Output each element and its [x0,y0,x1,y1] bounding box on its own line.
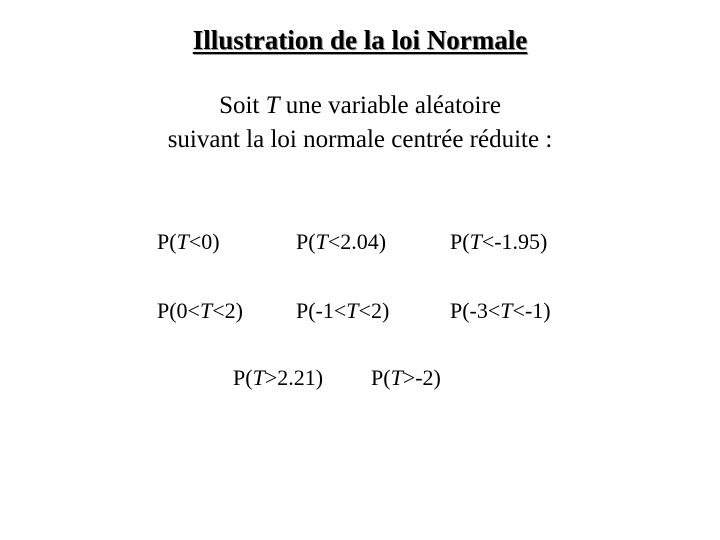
probability-expression [157,296,243,326]
variable-t: T [265,92,280,119]
expr-var: T [500,298,513,323]
expr-rest: <2) [358,298,390,323]
expr-rest: <2.04) [327,229,387,254]
expr-var: T [390,365,403,390]
intro-text [0,89,720,157]
intro-line-1-start: Soit [219,92,266,119]
expr-open: P( [296,229,316,254]
intro-line-1 [0,89,720,123]
probability-expression [296,296,389,326]
expr-rest: <-1.95) [481,229,548,254]
expr-rest: <2) [212,298,243,323]
expr-rest: >2.21) [264,365,324,390]
expr-rest: <0) [188,229,220,254]
expr-var: T [346,298,359,323]
probability-expression [157,227,220,257]
expr-open: P( [371,365,391,390]
expr-var: T [252,365,265,390]
expr-open: P(-3< [450,298,501,323]
expr-rest: >-2) [402,365,441,390]
slide-title: Illustration de la loi Normale [192,25,528,55]
expr-var: T [469,229,482,254]
intro-line-2: suivant la loi normale centrée réduite : [167,126,553,153]
expr-var: T [176,229,189,254]
probability-expression [371,363,441,393]
probability-expression [450,227,547,257]
expr-open: P( [157,229,177,254]
probability-expression [296,227,386,257]
expr-open: P( [450,229,470,254]
expr-var: T [315,229,328,254]
expr-rest: <-1) [512,298,551,323]
expr-open: P(0< [157,298,200,323]
expr-open: P( [233,365,253,390]
intro-line-1-end: une variable aléatoire [279,92,501,119]
expr-var: T [199,298,213,323]
expr-open: P(-1< [296,298,347,323]
probability-expression [233,363,323,393]
probability-expression [450,296,551,326]
